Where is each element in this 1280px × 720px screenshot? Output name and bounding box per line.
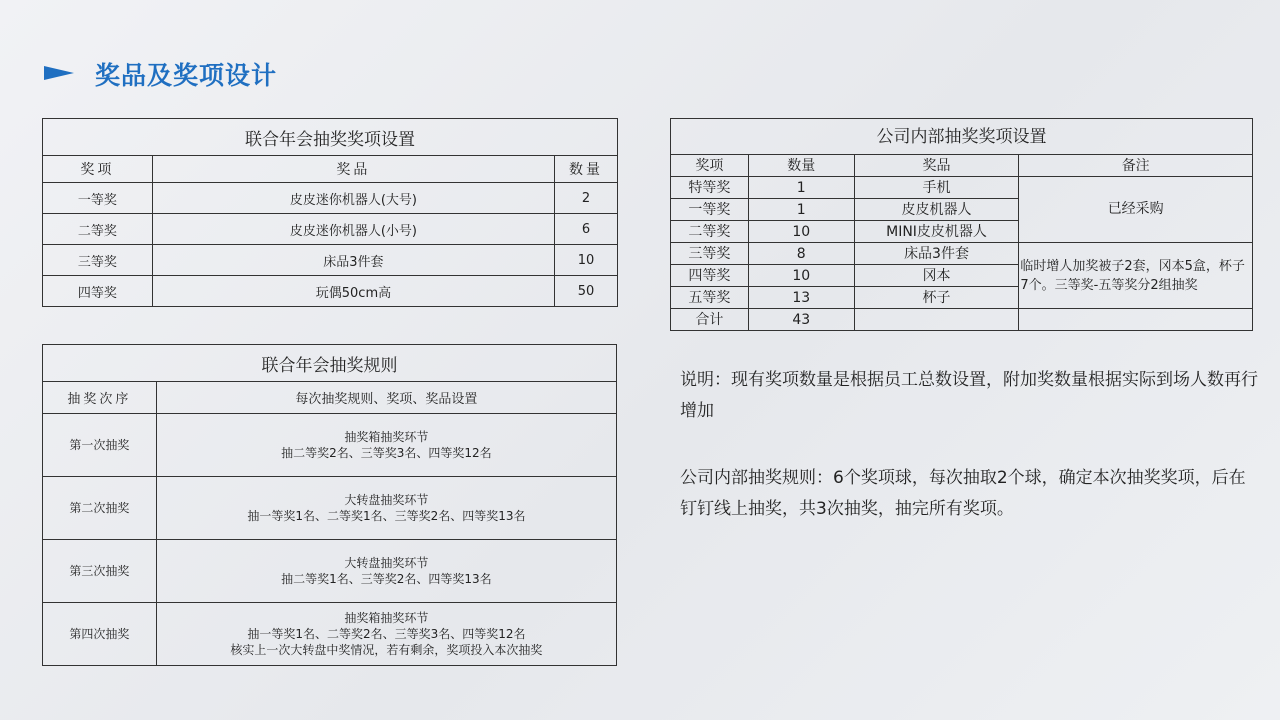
page-title: 奖品及奖项设计 — [95, 61, 278, 90]
table-row — [43, 603, 617, 666]
table-cell: 玩偶50cm高 — [152, 276, 554, 307]
rule-line: 大转盘抽奖环节 — [344, 556, 429, 570]
rule-line: 抽奖箱抽奖环节 — [344, 611, 429, 625]
rule-line: 抽一等奖1名、二等奖1名、三等奖2名、四等奖13名 — [247, 509, 526, 523]
explanation-text: 说明：现有奖项数量是根据员工总数设置，附加奖数量根据实际到场人数再行增加 — [680, 370, 1258, 421]
table-cell: 第二次抽奖 — [43, 477, 157, 540]
table-row — [671, 243, 1253, 265]
column-header: 奖品 — [854, 155, 1019, 177]
rule-line: 大转盘抽奖环节 — [344, 493, 429, 507]
table-cell: 合计 — [671, 309, 749, 331]
table-row — [43, 414, 617, 477]
table-caption: 公司内部抽奖奖项设置 — [671, 119, 1253, 155]
table-cell — [156, 477, 616, 540]
column-header: 备注 — [1019, 155, 1253, 177]
table-row — [43, 183, 618, 214]
table-cell — [156, 603, 616, 666]
rule-line: 抽二等奖2名、三等奖3名、四等奖12名 — [281, 446, 492, 460]
column-header: 抽奖次序 — [43, 382, 157, 414]
table-cell: 三等奖 — [671, 243, 749, 265]
table-cell: 三等奖 — [43, 245, 153, 276]
table-cell: 床品3件套 — [152, 245, 554, 276]
table-cell — [156, 414, 616, 477]
table-cell: 43 — [748, 309, 854, 331]
table-row — [671, 309, 1253, 331]
table-row — [43, 276, 618, 307]
remark-cell: 临时增人加奖被子2套，冈本5盒，杯子7个。三等奖-五等奖分2组抽奖 — [1019, 243, 1253, 309]
table-cell: 四等奖 — [43, 276, 153, 307]
table-cell: MINI皮皮机器人 — [854, 221, 1019, 243]
table-cell: 8 — [748, 243, 854, 265]
table-cell: 一等奖 — [671, 199, 749, 221]
table-cell: 一等奖 — [43, 183, 153, 214]
table-cell: 四等奖 — [671, 265, 749, 287]
column-header: 每次抽奖规则、奖项、奖品设置 — [156, 382, 616, 414]
table-row — [43, 540, 617, 603]
table-cell: 10 — [748, 221, 854, 243]
table-cell — [1019, 309, 1253, 331]
table-cell: 冈本 — [854, 265, 1019, 287]
table-cell: 6 — [555, 214, 618, 245]
table-cell — [156, 540, 616, 603]
table-cell: 13 — [748, 287, 854, 309]
remark-cell: 已经采购 — [1019, 177, 1253, 243]
title-arrow-icon — [44, 66, 74, 80]
table-cell — [854, 309, 1019, 331]
table-cell: 10 — [748, 265, 854, 287]
internal-prize-table — [670, 118, 1253, 331]
rule-line: 核实上一次大转盘中奖情况，若有剩余，奖项投入本次抽奖 — [230, 643, 543, 657]
table-cell: 第三次抽奖 — [43, 540, 157, 603]
table-cell: 特等奖 — [671, 177, 749, 199]
table-cell: 二等奖 — [671, 221, 749, 243]
internal-rules-text: 公司内部抽奖规则：6个奖项球，每次抽取2个球，确定本次抽奖奖项，后在钉钉线上抽奖，共3次抽奖，抽完所有奖项。 — [680, 468, 1246, 519]
rule-line: 抽二等奖1名、三等奖2名、四等奖13名 — [281, 572, 492, 586]
column-header: 数量 — [555, 156, 618, 183]
table-cell: 床品3件套 — [854, 243, 1019, 265]
table-cell: 1 — [748, 177, 854, 199]
table-cell: 皮皮迷你机器人(小号) — [152, 214, 554, 245]
table-row — [671, 177, 1253, 199]
table-cell: 皮皮迷你机器人(大号) — [152, 183, 554, 214]
table-cell: 第四次抽奖 — [43, 603, 157, 666]
column-header: 奖项 — [671, 155, 749, 177]
prize-settings-table — [42, 118, 618, 307]
table-caption: 联合年会抽奖奖项设置 — [43, 119, 618, 156]
rule-line: 抽一等奖1名、二等奖2名、三等奖3名、四等奖12名 — [247, 627, 526, 641]
table-cell: 50 — [555, 276, 618, 307]
column-header: 数量 — [748, 155, 854, 177]
table-cell: 10 — [555, 245, 618, 276]
table-cell: 1 — [748, 199, 854, 221]
table-cell: 手机 — [854, 177, 1019, 199]
table-cell: 杯子 — [854, 287, 1019, 309]
table-cell: 二等奖 — [43, 214, 153, 245]
table-cell: 皮皮机器人 — [854, 199, 1019, 221]
lottery-rules-table — [42, 344, 617, 666]
table-cell: 五等奖 — [671, 287, 749, 309]
table-row — [43, 214, 618, 245]
table-row — [43, 245, 618, 276]
table-cell: 2 — [555, 183, 618, 214]
column-header: 奖项 — [43, 156, 153, 183]
column-header: 奖品 — [152, 156, 554, 183]
table-caption: 联合年会抽奖规则 — [43, 345, 617, 382]
table-row — [43, 477, 617, 540]
table-cell: 第一次抽奖 — [43, 414, 157, 477]
rule-line: 抽奖箱抽奖环节 — [344, 430, 429, 444]
